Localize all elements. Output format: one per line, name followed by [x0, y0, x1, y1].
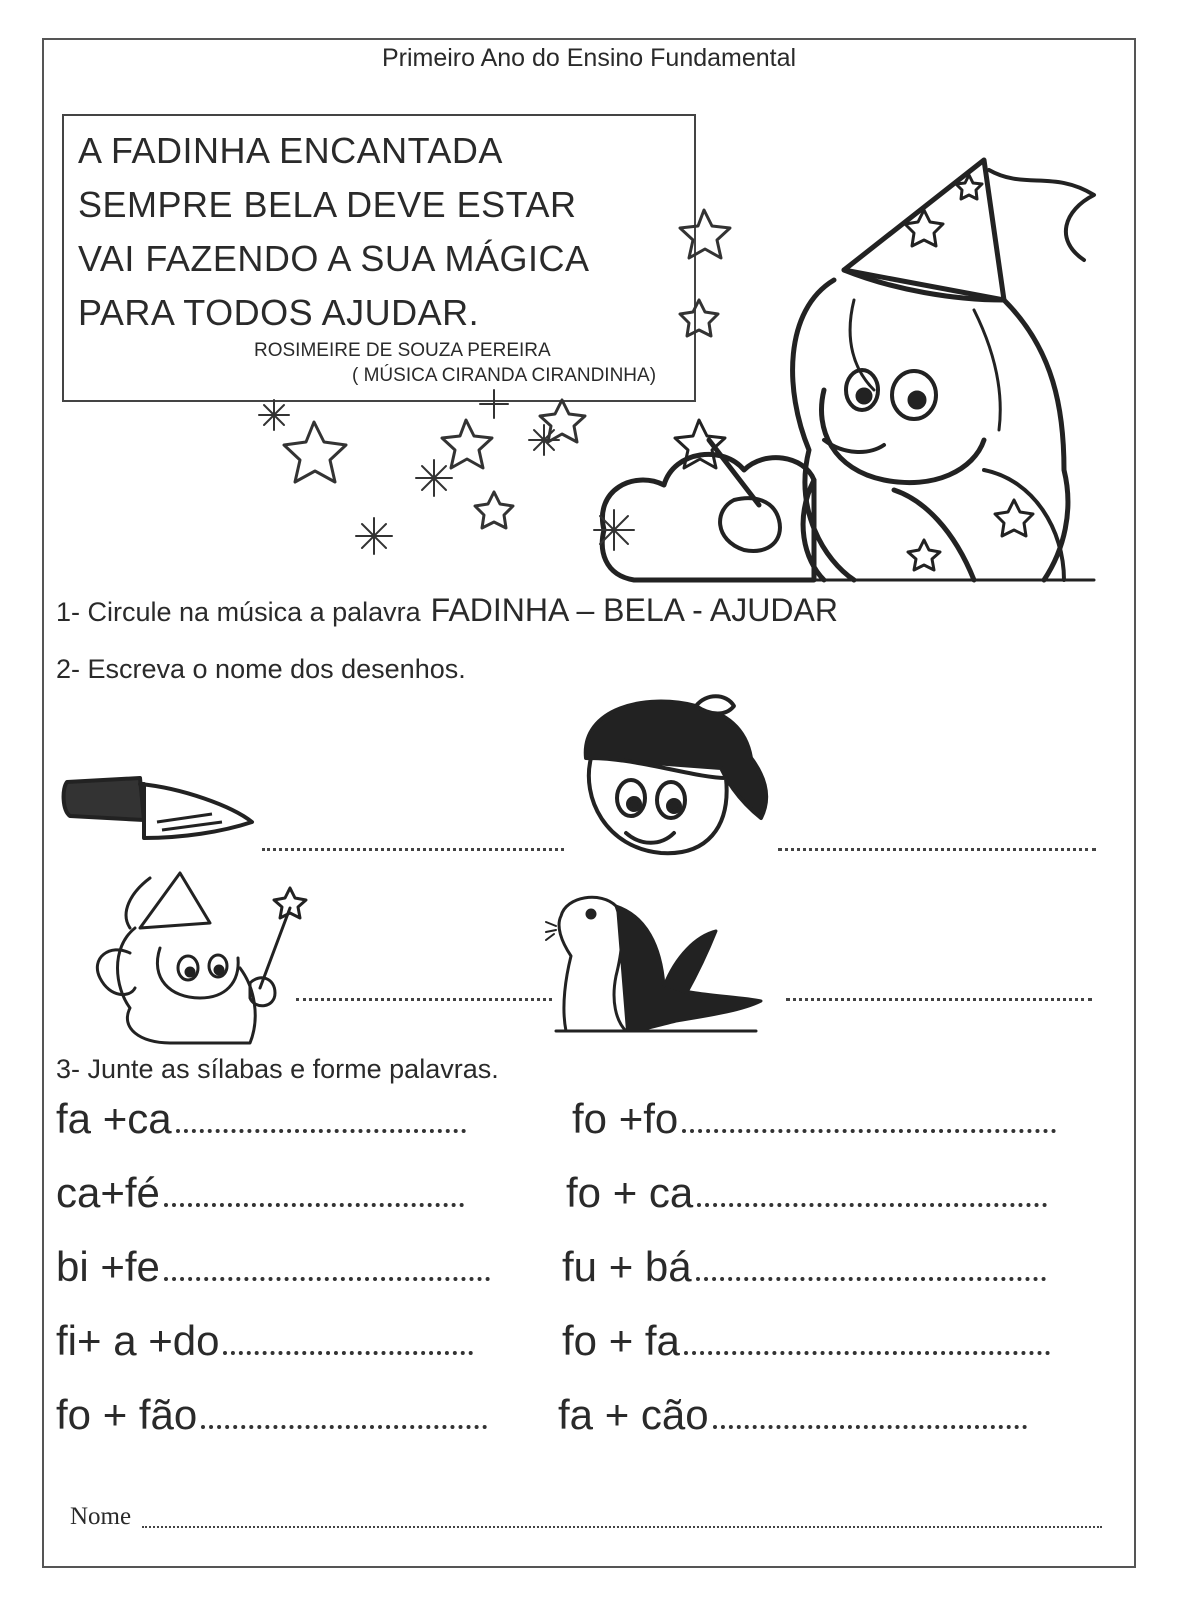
star-icon	[442, 420, 492, 468]
syllable-item-left-2	[56, 1168, 464, 1218]
syllable-text: bi +fe	[56, 1243, 160, 1290]
answer-line-fairy[interactable]	[296, 998, 552, 1001]
answer-line[interactable]	[697, 1193, 1047, 1207]
syllable-text: fi+ a +do	[56, 1317, 220, 1364]
star-icon	[540, 400, 585, 442]
answer-line[interactable]	[164, 1267, 490, 1281]
star-icon	[475, 492, 513, 528]
answer-line-knife[interactable]	[262, 848, 564, 851]
syllable-text: fa + cão	[558, 1391, 709, 1438]
syllable-item-right-5	[558, 1390, 1027, 1440]
exercise-3-label: 3- Junte as sílabas e forme palavras.	[56, 1054, 499, 1084]
syllable-text: fa +ca	[56, 1095, 172, 1142]
fairy-small-icon	[90, 868, 310, 1048]
syllable-text: fo + fa	[562, 1317, 680, 1364]
syllable-item-left-5	[56, 1390, 487, 1440]
syllable-item-left-3	[56, 1242, 490, 1292]
poem-line-4: PARA TODOS AJUDAR.	[78, 292, 480, 333]
syllable-item-right-1	[572, 1094, 1056, 1144]
syllable-item-right-2	[566, 1168, 1047, 1218]
answer-line[interactable]	[696, 1267, 1046, 1281]
exercise-1-words: FADINHA – BELA - AJUDAR	[430, 592, 838, 628]
answer-line[interactable]	[223, 1341, 473, 1355]
answer-line[interactable]	[164, 1193, 464, 1207]
poem-line-2: SEMPRE BELA DEVE ESTAR	[78, 184, 577, 225]
syllable-text: ca+fé	[56, 1169, 160, 1216]
page-title: Primeiro Ano do Ensino Fundamental	[381, 44, 797, 72]
syllable-item-left-1	[56, 1094, 466, 1144]
poem-author: ROSIMEIRE DE SOUZA PEREIRA	[254, 340, 551, 361]
exercise-1-label: 1- Circule na música a palavra	[56, 597, 421, 627]
answer-line[interactable]	[713, 1415, 1027, 1429]
girl-face-icon	[566, 688, 776, 858]
poem-line-3: VAI FAZENDO A SUA MÁGICA	[78, 238, 590, 279]
answer-line[interactable]	[176, 1119, 466, 1133]
syllable-text: fo + fão	[56, 1391, 198, 1438]
answer-line[interactable]	[684, 1341, 1050, 1355]
worksheet	[42, 38, 1136, 1568]
syllable-text: fo +fo	[572, 1095, 679, 1142]
knife-icon	[62, 770, 257, 850]
syllable-item-left-4	[56, 1316, 473, 1366]
name-field[interactable]	[142, 1526, 1102, 1528]
poem-source: ( MÚSICA CIRANDA CIRANDINHA)	[352, 365, 657, 386]
answer-line[interactable]	[682, 1119, 1056, 1133]
star-icon	[284, 422, 346, 482]
poem-line-1: A FADINHA ENCANTADA	[78, 130, 503, 171]
exercise-2-label: 2- Escreva o nome dos desenhos.	[56, 654, 466, 684]
star-decorations	[244, 200, 694, 560]
syllable-text: fo + ca	[566, 1169, 694, 1216]
syllable-item-right-3	[562, 1242, 1046, 1292]
syllable-text: fu + bá	[562, 1243, 692, 1290]
answer-line-seal[interactable]	[786, 998, 1092, 1001]
seal-icon	[546, 886, 766, 1036]
answer-line[interactable]	[201, 1415, 487, 1429]
name-label: Nome	[70, 1503, 132, 1530]
answer-line-girl[interactable]	[778, 848, 1096, 851]
exercise-1	[56, 592, 838, 629]
syllable-item-right-4	[562, 1316, 1050, 1366]
